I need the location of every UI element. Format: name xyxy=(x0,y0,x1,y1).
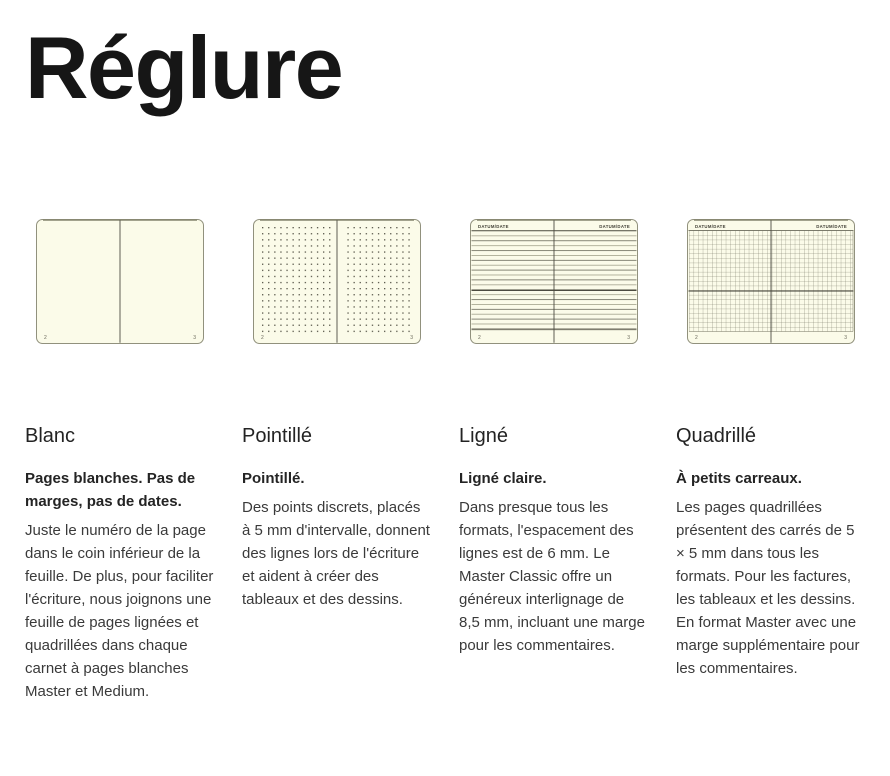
page-number-left: 2 xyxy=(44,335,47,341)
column-heading: Ligné xyxy=(459,425,508,447)
column-subtitle: À petits carreaux. xyxy=(676,470,802,487)
column-heading: Quadrillé xyxy=(676,425,757,447)
date-header-left: DATUM/DATE xyxy=(478,224,509,229)
preview-cell-pointille xyxy=(242,219,432,344)
page-number-left: 2 xyxy=(695,335,698,341)
page-number-left: 2 xyxy=(261,335,264,341)
date-header-right: DATUM/DATE xyxy=(816,224,847,229)
page-title: Réglure xyxy=(25,18,343,117)
column-subtitle: Ligné claire. xyxy=(459,470,547,487)
column-blanc xyxy=(25,424,215,703)
page-number-right: 3 xyxy=(627,335,630,341)
preview-cell-ligne xyxy=(459,219,649,344)
descriptions-row xyxy=(25,424,866,703)
page-number-left: 2 xyxy=(478,335,481,341)
column-ligne xyxy=(459,424,649,703)
column-body: Des points discrets, placés à 5 mm d'intervalle, donnent des lignes lors de l'écriture et aident à créer des tableaux et des dessins. xyxy=(242,499,430,608)
column-pointille xyxy=(242,424,432,703)
date-header-right: DATUM/DATE xyxy=(599,224,630,229)
page-number-right: 3 xyxy=(844,335,847,341)
grid-pages-preview xyxy=(687,219,855,344)
blank-pages-preview xyxy=(36,219,204,344)
column-quadrille xyxy=(676,424,866,703)
preview-cell-blanc xyxy=(25,219,215,344)
column-body: Dans presque tous les formats, l'espacement des lignes est de 6 mm. Le Master Classic offre un généreux interlignage de 8,5 mm, incluant une marge pour les commentaires. xyxy=(459,499,645,654)
previews-row xyxy=(25,219,866,344)
page-number-right: 3 xyxy=(193,335,196,341)
preview-cell-quadrille xyxy=(676,219,866,344)
column-heading: Pointillé xyxy=(242,425,313,447)
lined-pages-preview xyxy=(470,219,638,344)
column-subtitle: Pages blanches. Pas de marges, pas de dates. xyxy=(25,470,196,510)
column-body: Les pages quadrillées présentent des carrés de 5 × 5 mm dans tous les formats. Pour les factures, les tableaux et les dessins. En format Master avec une marge supplémentaire pour les commentaires. xyxy=(676,499,860,677)
dotted-pages-preview xyxy=(253,219,421,344)
column-subtitle: Pointillé. xyxy=(242,470,305,487)
column-body: Juste le numéro de la page dans le coin inférieur de la feuille. De plus, pour faciliter l'écriture, nous joignons une feuille de pages lignées et quadrillées dans chaque carnet à pages blanches Master et Medium. xyxy=(25,522,214,700)
column-heading: Blanc xyxy=(25,425,76,447)
page-number-right: 3 xyxy=(410,335,413,341)
date-header-left: DATUM/DATE xyxy=(695,224,726,229)
